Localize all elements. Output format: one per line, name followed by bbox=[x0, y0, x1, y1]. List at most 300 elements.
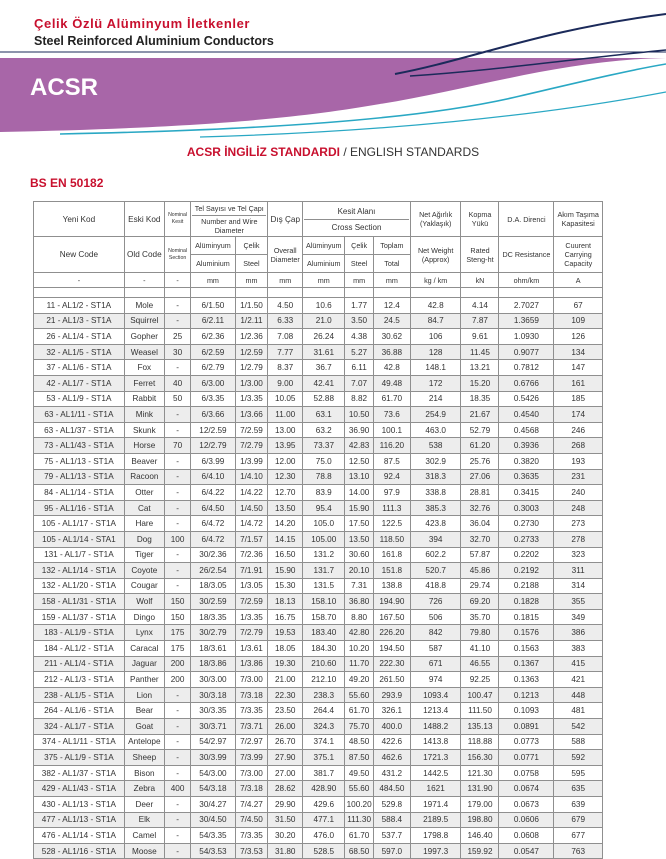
table-row bbox=[34, 344, 603, 360]
table-cell: 16.50 bbox=[268, 547, 303, 563]
table-cell: 429.6 bbox=[303, 797, 345, 813]
table-cell: 194.90 bbox=[373, 594, 410, 610]
table-cell: Lynx bbox=[124, 625, 164, 641]
table-cell: 6/4.72 bbox=[191, 516, 235, 532]
header-steel: Steel bbox=[235, 255, 268, 273]
table-cell: 172 bbox=[410, 375, 461, 391]
table-cell: 7/4.27 bbox=[235, 797, 268, 813]
table-cell: Caracal bbox=[124, 641, 164, 657]
table-cell: 0.1563 bbox=[499, 641, 554, 657]
table-cell: Deer bbox=[124, 797, 164, 813]
table-cell: 32.70 bbox=[461, 531, 499, 547]
table-cell: 0.4540 bbox=[499, 407, 554, 423]
table-cell: Panther bbox=[124, 672, 164, 688]
table-cell: 7/2.79 bbox=[235, 625, 268, 641]
table-cell: 7/3.99 bbox=[235, 750, 268, 766]
table-cell: 842 bbox=[410, 625, 461, 641]
table-cell: 12.50 bbox=[345, 453, 374, 469]
table-row bbox=[34, 547, 603, 563]
table-cell: 12.4 bbox=[373, 298, 410, 314]
table-cell: 264.4 bbox=[303, 703, 345, 719]
table-cell: 131 - AL1/7 - ST1A bbox=[34, 547, 125, 563]
standard-code: BS EN 50182 bbox=[30, 176, 104, 190]
table-cell: 10.6 bbox=[303, 298, 345, 314]
table-cell: 42.8 bbox=[373, 360, 410, 376]
table-cell: 477.1 bbox=[303, 812, 345, 828]
table-cell: 1/4.22 bbox=[235, 485, 268, 501]
table-cell: 42.80 bbox=[345, 625, 374, 641]
table-cell: 179.00 bbox=[461, 797, 499, 813]
table-cell: - bbox=[164, 453, 190, 469]
table-cell: Tiger bbox=[124, 547, 164, 563]
table-cell: 32.76 bbox=[461, 500, 499, 516]
banner-label: ACSR bbox=[30, 74, 99, 101]
table-cell: - bbox=[164, 578, 190, 594]
table-cell: 415 bbox=[554, 656, 603, 672]
table-cell: 30.20 bbox=[268, 828, 303, 844]
table-cell: 100.47 bbox=[461, 687, 499, 703]
table-cell: 128 bbox=[410, 344, 461, 360]
unit-cell: kg / km bbox=[410, 273, 461, 288]
table-cell: 42 - AL1/7 - ST1A bbox=[34, 375, 125, 391]
table-cell: 36.80 bbox=[345, 594, 374, 610]
table-cell: Coyote bbox=[124, 563, 164, 579]
table-cell: 97.9 bbox=[373, 485, 410, 501]
table-cell: 240 bbox=[554, 485, 603, 501]
table-cell: 26/2.54 bbox=[191, 563, 235, 579]
table-cell: - bbox=[164, 360, 190, 376]
table-cell: 158 - AL1/31 - ST1A bbox=[34, 594, 125, 610]
table-cell: Horse bbox=[124, 438, 164, 454]
table-cell: 30.60 bbox=[345, 547, 374, 563]
table-cell: 974 bbox=[410, 672, 461, 688]
table-cell: 254.9 bbox=[410, 407, 461, 423]
table-cell: 12.30 bbox=[268, 469, 303, 485]
table-cell: 5.27 bbox=[345, 344, 374, 360]
table-cell: 105 - AL1/14 - STA1 bbox=[34, 531, 125, 547]
table-cell: Hare bbox=[124, 516, 164, 532]
table-cell: 1/3.99 bbox=[235, 453, 268, 469]
table-cell: - bbox=[164, 485, 190, 501]
unit-cell: mm bbox=[268, 273, 303, 288]
table-cell: 0.1828 bbox=[499, 594, 554, 610]
table-cell: 1488.2 bbox=[410, 719, 461, 735]
table-row bbox=[34, 687, 603, 703]
table-cell: Weasel bbox=[124, 344, 164, 360]
table-cell: - bbox=[164, 812, 190, 828]
table-cell: 30/4.27 bbox=[191, 797, 235, 813]
table-cell: 106 bbox=[410, 329, 461, 345]
table-cell: 15.20 bbox=[461, 375, 499, 391]
unit-cell: - bbox=[164, 273, 190, 288]
table-cell: 21.0 bbox=[303, 313, 345, 329]
table-cell: 542 bbox=[554, 719, 603, 735]
table-cell: 42.83 bbox=[345, 438, 374, 454]
table-cell: 21.67 bbox=[461, 407, 499, 423]
table-cell: 212.10 bbox=[303, 672, 345, 688]
table-cell: 0.1815 bbox=[499, 609, 554, 625]
table-cell: 1621 bbox=[410, 781, 461, 797]
table-cell: 10.20 bbox=[345, 641, 374, 657]
table-cell: 0.3820 bbox=[499, 453, 554, 469]
table-cell: - bbox=[164, 407, 190, 423]
table-row bbox=[34, 781, 603, 797]
header-steel-2: Steel bbox=[345, 255, 374, 273]
table-cell: 0.1213 bbox=[499, 687, 554, 703]
table-cell: 6/3.00 bbox=[191, 375, 235, 391]
table-cell: 28.62 bbox=[268, 781, 303, 797]
table-row bbox=[34, 843, 603, 859]
table-cell: 159.92 bbox=[461, 843, 499, 859]
table-cell: 45.86 bbox=[461, 563, 499, 579]
table-cell: - bbox=[164, 687, 190, 703]
table-cell: 16.75 bbox=[268, 609, 303, 625]
table-cell: 105 - AL1/17 - ST1A bbox=[34, 516, 125, 532]
table-cell: 126 bbox=[554, 329, 603, 345]
table-cell: 1442.5 bbox=[410, 765, 461, 781]
table-cell: 194.50 bbox=[373, 641, 410, 657]
table-cell: 159 - AL1/37 - ST1A bbox=[34, 609, 125, 625]
table-cell: 0.0547 bbox=[499, 843, 554, 859]
unit-cell: - bbox=[34, 273, 125, 288]
header-section-group bbox=[303, 202, 411, 237]
table-cell: 75.0 bbox=[303, 453, 345, 469]
table-cell: Mink bbox=[124, 407, 164, 423]
table-cell: 13.50 bbox=[268, 500, 303, 516]
table-cell: Moose bbox=[124, 843, 164, 859]
table-cell: 261.50 bbox=[373, 672, 410, 688]
table-cell: 111.50 bbox=[461, 703, 499, 719]
header-old-code: Old Code bbox=[124, 237, 164, 273]
table-cell: 200 bbox=[164, 656, 190, 672]
table-cell: 30/3.35 bbox=[191, 703, 235, 719]
table-cell: 1/2.36 bbox=[235, 329, 268, 345]
table-cell: 156.30 bbox=[461, 750, 499, 766]
table-cell: 55.60 bbox=[345, 687, 374, 703]
table-cell: 36.88 bbox=[373, 344, 410, 360]
table-cell: 1/3.35 bbox=[235, 609, 268, 625]
table-cell: 198.80 bbox=[461, 812, 499, 828]
table-cell: 428.90 bbox=[303, 781, 345, 797]
table-cell: 122.5 bbox=[373, 516, 410, 532]
header-nominal-kesit: Nominal Kesit bbox=[164, 202, 190, 237]
table-cell: 150 bbox=[164, 609, 190, 625]
table-cell: 7/3.35 bbox=[235, 703, 268, 719]
header-celik: Çelik bbox=[235, 237, 268, 255]
table-cell: 592 bbox=[554, 750, 603, 766]
table-cell: 0.0773 bbox=[499, 734, 554, 750]
table-cell: 13.95 bbox=[268, 438, 303, 454]
table-cell: 69.20 bbox=[461, 594, 499, 610]
table-cell: 7/3.18 bbox=[235, 781, 268, 797]
table-row bbox=[34, 672, 603, 688]
table-cell: 506 bbox=[410, 609, 461, 625]
table-cell: 26.00 bbox=[268, 719, 303, 735]
table-cell: 49.20 bbox=[345, 672, 374, 688]
table-cell: 87.5 bbox=[373, 453, 410, 469]
table-cell: 1/3.66 bbox=[235, 407, 268, 423]
table-cell: 1/3.86 bbox=[235, 656, 268, 672]
table-cell: 13.50 bbox=[345, 531, 374, 547]
table-cell: 36.04 bbox=[461, 516, 499, 532]
table-cell: 0.5426 bbox=[499, 391, 554, 407]
table-cell: 462.6 bbox=[373, 750, 410, 766]
table-cell: 27.00 bbox=[268, 765, 303, 781]
table-cell: 26.24 bbox=[303, 329, 345, 345]
header-dis-cap: Dış Çap bbox=[268, 202, 303, 237]
table-cell: 21 - AL1/3 - ST1A bbox=[34, 313, 125, 329]
table-cell: 15.90 bbox=[345, 500, 374, 516]
table-cell: Jaguar bbox=[124, 656, 164, 672]
table-cell: 75.70 bbox=[345, 719, 374, 735]
table-cell: 1721.3 bbox=[410, 750, 461, 766]
table-cell: 135.13 bbox=[461, 719, 499, 735]
header-wire-group bbox=[191, 202, 268, 237]
table-row bbox=[34, 391, 603, 407]
table-cell: 11.45 bbox=[461, 344, 499, 360]
header-celik-2: Çelik bbox=[345, 237, 374, 255]
table-cell: 73 - AL1/43 - ST1A bbox=[34, 438, 125, 454]
table-cell: 383 bbox=[554, 641, 603, 657]
table-cell: 375 - AL1/9 - ST1A bbox=[34, 750, 125, 766]
table-cell: 1093.4 bbox=[410, 687, 461, 703]
header-rated-strength: Rated Steng-ht bbox=[461, 237, 499, 273]
table-cell: 15.30 bbox=[268, 578, 303, 594]
table-cell: 677 bbox=[554, 828, 603, 844]
table-row bbox=[34, 812, 603, 828]
table-cell: 18.05 bbox=[268, 641, 303, 657]
table-cell: 1/2.59 bbox=[235, 344, 268, 360]
table-cell: 386 bbox=[554, 625, 603, 641]
table-cell: 0.4568 bbox=[499, 422, 554, 438]
table-cell: 54/3.00 bbox=[191, 765, 235, 781]
table-cell: 32 - AL1/5 - ST1A bbox=[34, 344, 125, 360]
table-cell: 73.37 bbox=[303, 438, 345, 454]
table-cell: 7.07 bbox=[345, 375, 374, 391]
table-cell: 318.3 bbox=[410, 469, 461, 485]
table-cell: 131.5 bbox=[303, 578, 345, 594]
table-cell: 226.20 bbox=[373, 625, 410, 641]
table-row bbox=[34, 360, 603, 376]
table-cell: 147 bbox=[554, 360, 603, 376]
table-cell: 210.60 bbox=[303, 656, 345, 672]
table-cell: Lion bbox=[124, 687, 164, 703]
table-cell: 1413.8 bbox=[410, 734, 461, 750]
table-cell: 1.77 bbox=[345, 298, 374, 314]
table-cell: 268 bbox=[554, 438, 603, 454]
table-cell: 7/3.35 bbox=[235, 828, 268, 844]
table-cell: 1/3.00 bbox=[235, 375, 268, 391]
table-cell: - bbox=[164, 516, 190, 532]
table-cell: Cougar bbox=[124, 578, 164, 594]
standard-title bbox=[0, 145, 666, 159]
table-cell: 18.35 bbox=[461, 391, 499, 407]
header-aluminyum: Alüminyum bbox=[191, 237, 235, 255]
table-cell: 57.87 bbox=[461, 547, 499, 563]
table-row bbox=[34, 578, 603, 594]
table-cell: 0.2202 bbox=[499, 547, 554, 563]
table-cell: 481 bbox=[554, 703, 603, 719]
table-cell: 41.10 bbox=[461, 641, 499, 657]
table-cell: 3.50 bbox=[345, 313, 374, 329]
table-cell: - bbox=[164, 500, 190, 516]
table-row bbox=[34, 609, 603, 625]
table-cell: Sheep bbox=[124, 750, 164, 766]
table-cell: 12.00 bbox=[268, 453, 303, 469]
table-row bbox=[34, 422, 603, 438]
table-row bbox=[34, 313, 603, 329]
unit-cell: - bbox=[124, 273, 164, 288]
table-cell: 193 bbox=[554, 453, 603, 469]
table-cell: 528.5 bbox=[303, 843, 345, 859]
table-cell: 382 - AL1/37 - ST1A bbox=[34, 765, 125, 781]
table-cell: 13.10 bbox=[345, 469, 374, 485]
table-cell: 134 bbox=[554, 344, 603, 360]
unit-cell: mm bbox=[235, 273, 268, 288]
table-row bbox=[34, 438, 603, 454]
table-cell: 6/4.50 bbox=[191, 500, 235, 516]
table-row bbox=[34, 407, 603, 423]
table-cell: 635 bbox=[554, 781, 603, 797]
unit-cell: mm bbox=[303, 273, 345, 288]
table-cell: 1/2.11 bbox=[235, 313, 268, 329]
table-cell: 148.1 bbox=[410, 360, 461, 376]
table-cell: 52.79 bbox=[461, 422, 499, 438]
table-cell: - bbox=[164, 547, 190, 563]
table-row bbox=[34, 641, 603, 657]
table-cell: 588 bbox=[554, 734, 603, 750]
table-cell: 61.70 bbox=[373, 391, 410, 407]
table-cell: 30 bbox=[164, 344, 190, 360]
table-cell: 0.1363 bbox=[499, 672, 554, 688]
table-row bbox=[34, 500, 603, 516]
table-cell: - bbox=[164, 719, 190, 735]
table-row bbox=[34, 765, 603, 781]
table-cell: 679 bbox=[554, 812, 603, 828]
table-cell: 11.00 bbox=[268, 407, 303, 423]
title-english: Steel Reinforced Aluminium Conductors bbox=[34, 34, 274, 48]
table-cell: 9.00 bbox=[268, 375, 303, 391]
table-cell: 54/3.35 bbox=[191, 828, 235, 844]
table-cell: Dog bbox=[124, 531, 164, 547]
unit-cell: mm bbox=[345, 273, 374, 288]
table-cell: 211 - AL1/4 - ST1A bbox=[34, 656, 125, 672]
table-cell: 83.9 bbox=[303, 485, 345, 501]
table-cell: 0.0608 bbox=[499, 828, 554, 844]
header-eski-kod: Eski Kod bbox=[124, 202, 164, 237]
table-cell: 400.0 bbox=[373, 719, 410, 735]
table-cell: 70 bbox=[164, 438, 190, 454]
table-cell: 7/2.59 bbox=[235, 422, 268, 438]
table-cell: 132 - AL1/20 - ST1A bbox=[34, 578, 125, 594]
table-cell: 131.2 bbox=[303, 547, 345, 563]
table-cell: 7/4.50 bbox=[235, 812, 268, 828]
table-cell: 264 - AL1/6 - ST1A bbox=[34, 703, 125, 719]
table-cell: Squirrel bbox=[124, 313, 164, 329]
table-cell: 30/3.99 bbox=[191, 750, 235, 766]
table-cell: 1/3.61 bbox=[235, 641, 268, 657]
table-cell: 6/2.59 bbox=[191, 344, 235, 360]
table-cell: 175 bbox=[164, 625, 190, 641]
table-cell: 602.2 bbox=[410, 547, 461, 563]
table-row bbox=[34, 703, 603, 719]
table-cell: Fox bbox=[124, 360, 164, 376]
table-cell: 10.50 bbox=[345, 407, 374, 423]
table-cell: 183.40 bbox=[303, 625, 345, 641]
table-row bbox=[34, 485, 603, 501]
table-cell: - bbox=[164, 422, 190, 438]
table-cell: 12.70 bbox=[268, 485, 303, 501]
unit-cell: kN bbox=[461, 273, 499, 288]
table-cell: 63 - AL1/11 - ST1A bbox=[34, 407, 125, 423]
table-cell: 422.6 bbox=[373, 734, 410, 750]
header-toplam: Toplam bbox=[373, 237, 410, 255]
table-cell: 763 bbox=[554, 843, 603, 859]
table-cell: 53 - AL1/9 - ST1A bbox=[34, 391, 125, 407]
table-cell: 105.00 bbox=[303, 531, 345, 547]
table-cell: 27.06 bbox=[461, 469, 499, 485]
table-cell: Rabbit bbox=[124, 391, 164, 407]
table-cell: 311 bbox=[554, 563, 603, 579]
table-cell: 528 - AL1/16 - ST1A bbox=[34, 843, 125, 859]
table-cell: 14.00 bbox=[345, 485, 374, 501]
table-cell: 349 bbox=[554, 609, 603, 625]
table-cell: 588.4 bbox=[373, 812, 410, 828]
table-cell: 118.50 bbox=[373, 531, 410, 547]
table-cell: - bbox=[164, 703, 190, 719]
table-cell: 42.41 bbox=[303, 375, 345, 391]
table-cell: 381.7 bbox=[303, 765, 345, 781]
table-cell: 323 bbox=[554, 547, 603, 563]
table-cell: Zebra bbox=[124, 781, 164, 797]
table-cell: 0.0606 bbox=[499, 812, 554, 828]
table-cell: 394 bbox=[410, 531, 461, 547]
table-cell: 10.05 bbox=[268, 391, 303, 407]
table-cell: 324 - AL1/7 - ST1A bbox=[34, 719, 125, 735]
table-cell: 146.40 bbox=[461, 828, 499, 844]
table-cell: 132 - AL1/14 - ST1A bbox=[34, 563, 125, 579]
table-cell: 31.50 bbox=[268, 812, 303, 828]
table-cell: 30/3.71 bbox=[191, 719, 235, 735]
table-cell: 7/2.97 bbox=[235, 734, 268, 750]
table-cell: 18/3.61 bbox=[191, 641, 235, 657]
table-cell: 1/2.79 bbox=[235, 360, 268, 376]
table-cell: 0.1576 bbox=[499, 625, 554, 641]
table-cell: 49.48 bbox=[373, 375, 410, 391]
table-cell: 79 - AL1/13 - ST1A bbox=[34, 469, 125, 485]
table-cell: 418.8 bbox=[410, 578, 461, 594]
table-row bbox=[34, 750, 603, 766]
table-cell: 158.70 bbox=[303, 609, 345, 625]
table-cell: Dingo bbox=[124, 609, 164, 625]
table-cell: 40 bbox=[164, 375, 190, 391]
table-cell: - bbox=[164, 734, 190, 750]
table-cell: 79.80 bbox=[461, 625, 499, 641]
header-new-code: New Code bbox=[34, 237, 125, 273]
table-cell: 84.7 bbox=[410, 313, 461, 329]
table-cell: 6/1.50 bbox=[191, 298, 235, 314]
table-cell: 421 bbox=[554, 672, 603, 688]
table-cell: 63 - AL1/37 - ST1A bbox=[34, 422, 125, 438]
table-cell: 15.90 bbox=[268, 563, 303, 579]
table-cell: 67 bbox=[554, 298, 603, 314]
table-cell: 476.0 bbox=[303, 828, 345, 844]
table-row bbox=[34, 828, 603, 844]
table-cell: 184.30 bbox=[303, 641, 345, 657]
table-row bbox=[34, 734, 603, 750]
unit-cell: A bbox=[554, 273, 603, 288]
table-cell: 78.8 bbox=[303, 469, 345, 485]
